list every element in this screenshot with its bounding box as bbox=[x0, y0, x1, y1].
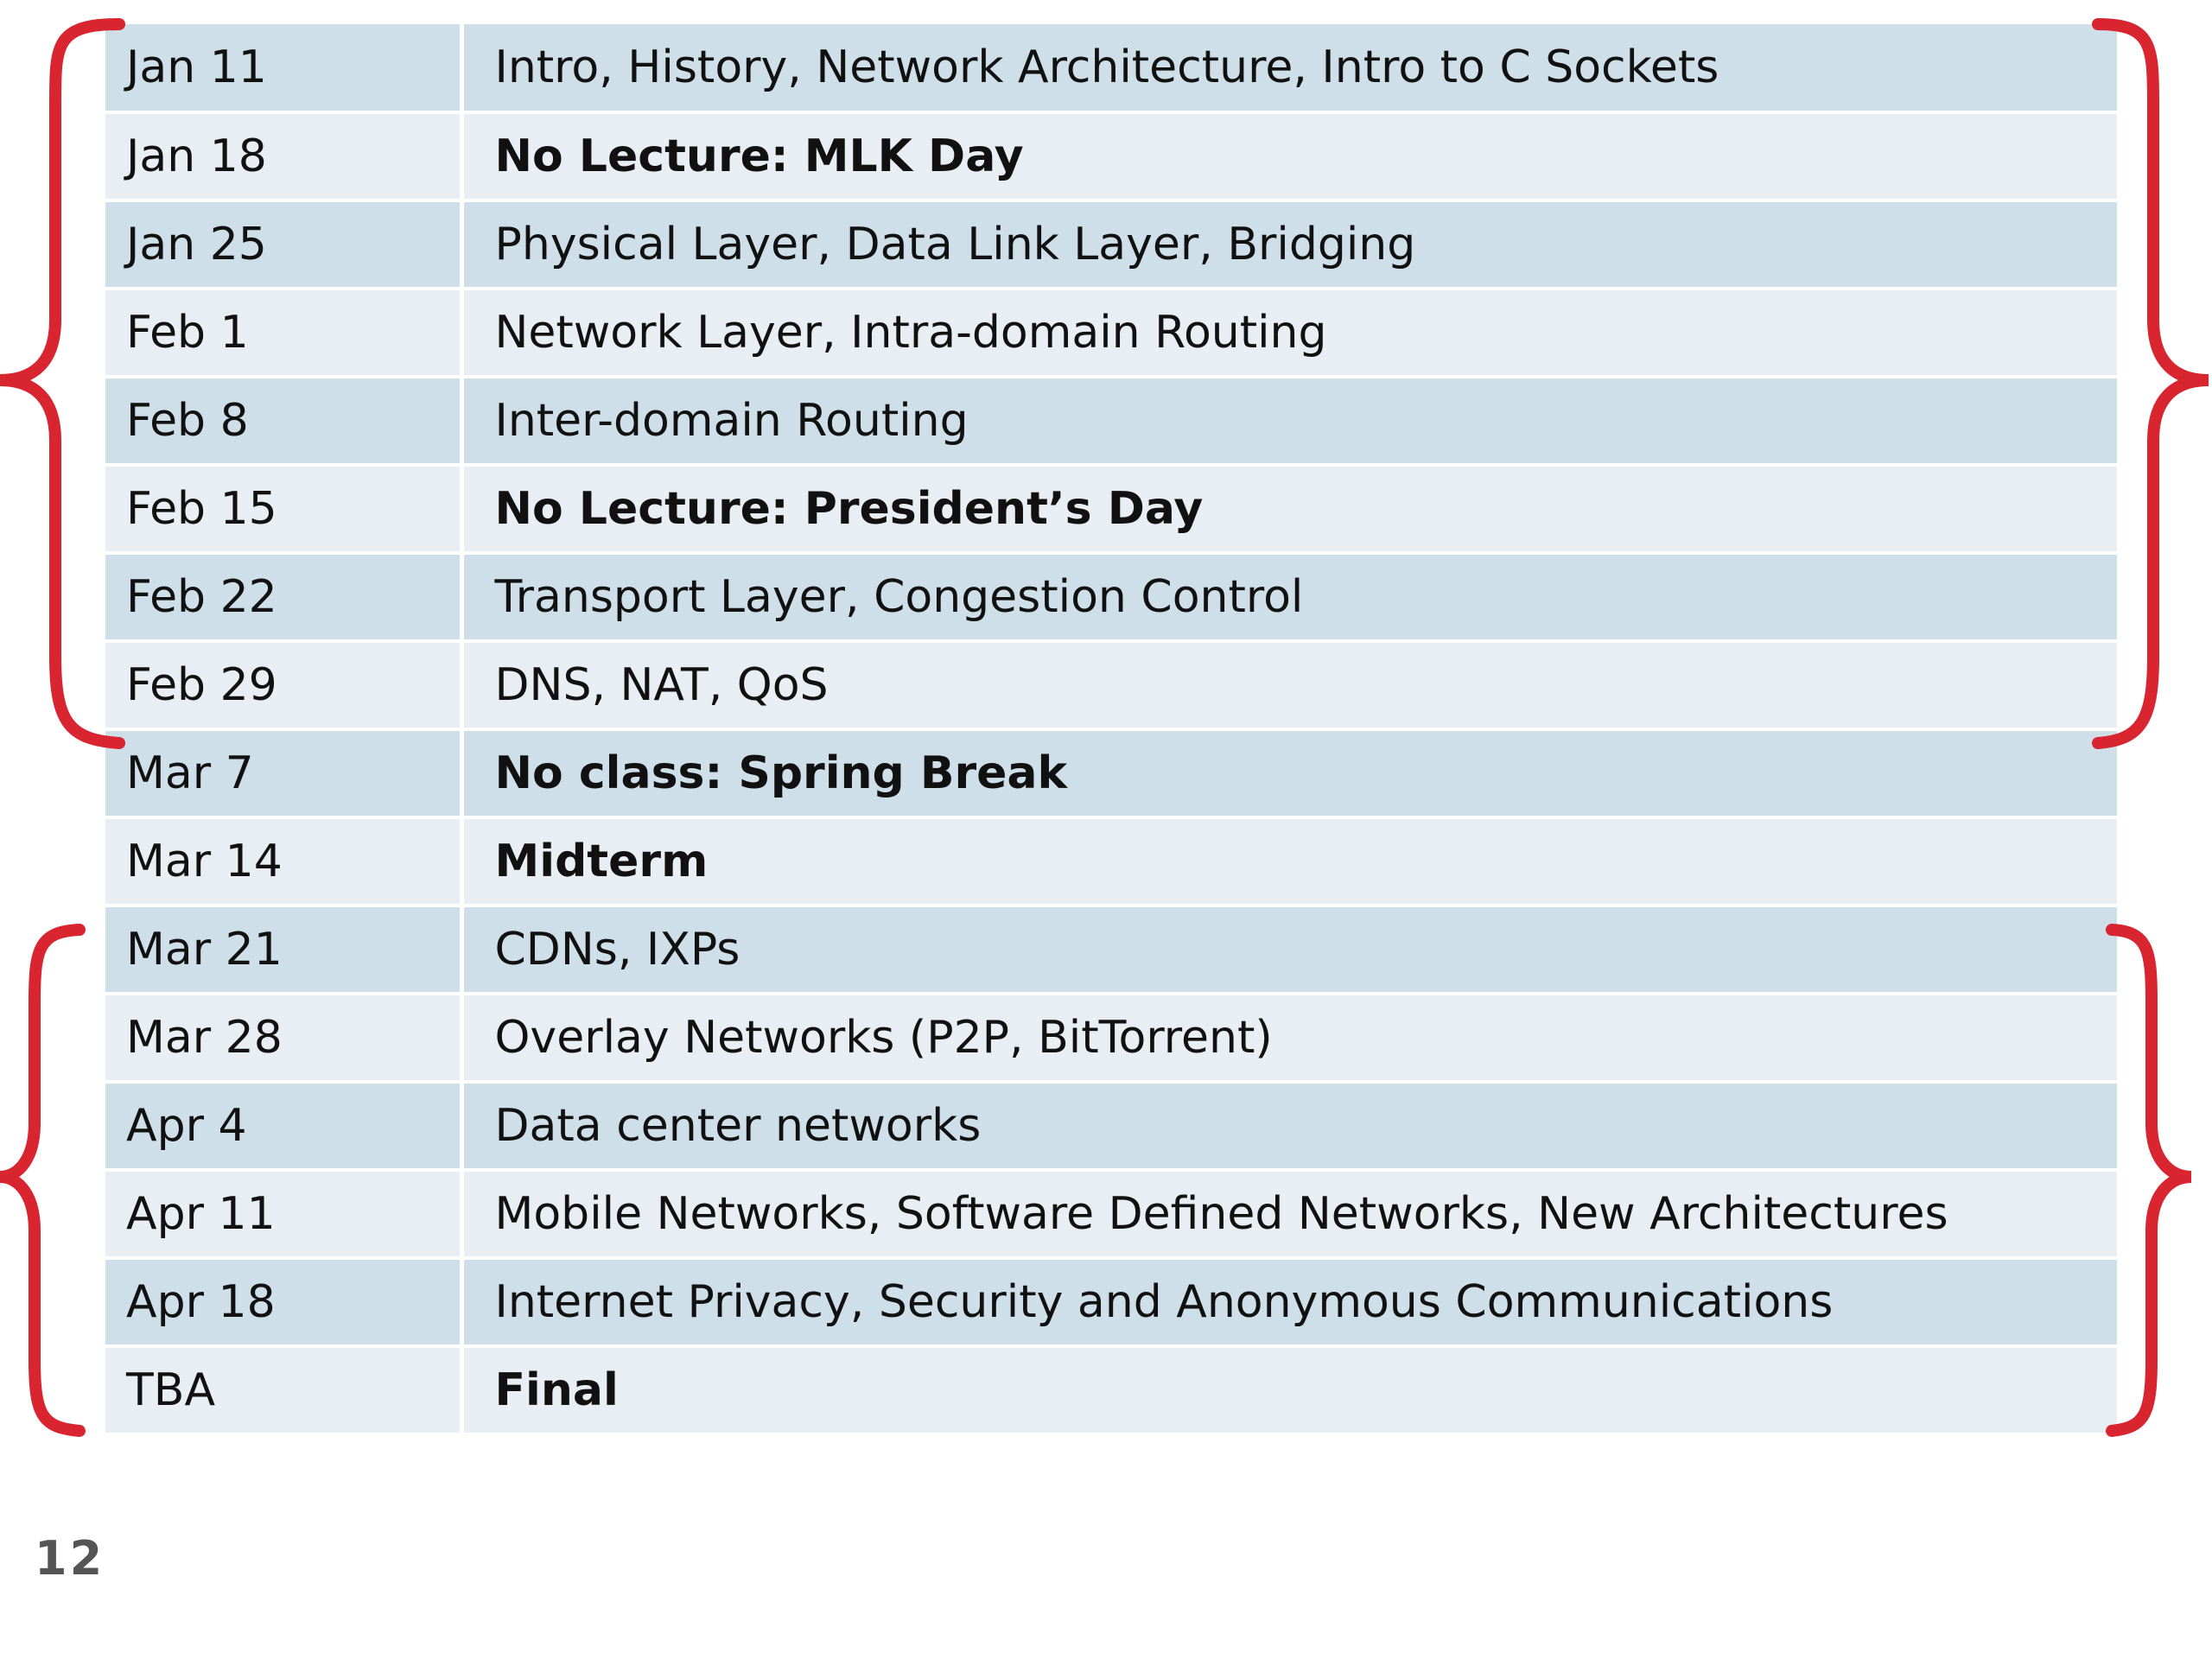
schedule-row bbox=[105, 1082, 2117, 1170]
schedule-row bbox=[105, 24, 2117, 112]
schedule-row bbox=[105, 553, 2117, 641]
date-cell: Mar 7 bbox=[105, 729, 461, 817]
date-cell: Mar 14 bbox=[105, 817, 461, 906]
date-cell: Jan 18 bbox=[105, 112, 461, 200]
schedule-row bbox=[105, 906, 2117, 994]
schedule-row bbox=[105, 729, 2117, 817]
topic-cell: Internet Privacy, Security and Anonymous Communications bbox=[461, 1258, 2117, 1346]
date-cell: TBA bbox=[105, 1346, 461, 1434]
schedule-row bbox=[105, 994, 2117, 1082]
schedule-row bbox=[105, 641, 2117, 729]
topic-cell: Midterm bbox=[461, 817, 2117, 906]
date-cell: Jan 11 bbox=[105, 24, 461, 112]
date-cell: Apr 18 bbox=[105, 1258, 461, 1346]
schedule-row bbox=[105, 817, 2117, 906]
topic-cell: CDNs, IXPs bbox=[461, 906, 2117, 994]
topic-cell: Data center networks bbox=[461, 1082, 2117, 1170]
date-cell: Feb 15 bbox=[105, 465, 461, 553]
schedule-row bbox=[105, 289, 2117, 377]
topic-cell: Intro, History, Network Architecture, Intro to C Sockets bbox=[461, 24, 2117, 112]
date-cell: Jan 25 bbox=[105, 200, 461, 289]
date-cell: Feb 22 bbox=[105, 553, 461, 641]
date-cell: Feb 8 bbox=[105, 377, 461, 465]
topic-cell: No Lecture: President’s Day bbox=[461, 465, 2117, 553]
topic-cell: DNS, NAT, QoS bbox=[461, 641, 2117, 729]
date-cell: Feb 1 bbox=[105, 289, 461, 377]
schedule-row bbox=[105, 112, 2117, 200]
left-brace-second-half bbox=[0, 930, 79, 1431]
topic-cell: Physical Layer, Data Link Layer, Bridging bbox=[461, 200, 2117, 289]
date-cell: Apr 4 bbox=[105, 1082, 461, 1170]
topic-cell: No class: Spring Break bbox=[461, 729, 2117, 817]
schedule-row bbox=[105, 377, 2117, 465]
date-cell: Apr 11 bbox=[105, 1170, 461, 1258]
left-brace-first-half bbox=[0, 24, 119, 743]
topic-cell: Transport Layer, Congestion Control bbox=[461, 553, 2117, 641]
slide-number: 12 bbox=[35, 1531, 105, 1586]
schedule-row bbox=[105, 200, 2117, 289]
topic-cell: Final bbox=[461, 1346, 2117, 1434]
topic-cell: Network Layer, Intra-domain Routing bbox=[461, 289, 2117, 377]
schedule-row bbox=[105, 1258, 2117, 1346]
topic-cell: Overlay Networks (P2P, BitTorrent) bbox=[461, 994, 2117, 1082]
topic-cell: Mobile Networks, Software Defined Networks, New Architectures bbox=[461, 1170, 2117, 1258]
date-cell: Mar 21 bbox=[105, 906, 461, 994]
schedule-row bbox=[105, 1170, 2117, 1258]
schedule-row bbox=[105, 1346, 2117, 1434]
date-cell: Feb 29 bbox=[105, 641, 461, 729]
schedule-row bbox=[105, 465, 2117, 553]
topic-cell: No Lecture: MLK Day bbox=[461, 112, 2117, 200]
right-brace-second-half bbox=[2112, 930, 2191, 1431]
schedule-table bbox=[105, 24, 2117, 1436]
topic-cell: Inter-domain Routing bbox=[461, 377, 2117, 465]
date-cell: Mar 28 bbox=[105, 994, 461, 1082]
schedule-body bbox=[105, 24, 2117, 1434]
